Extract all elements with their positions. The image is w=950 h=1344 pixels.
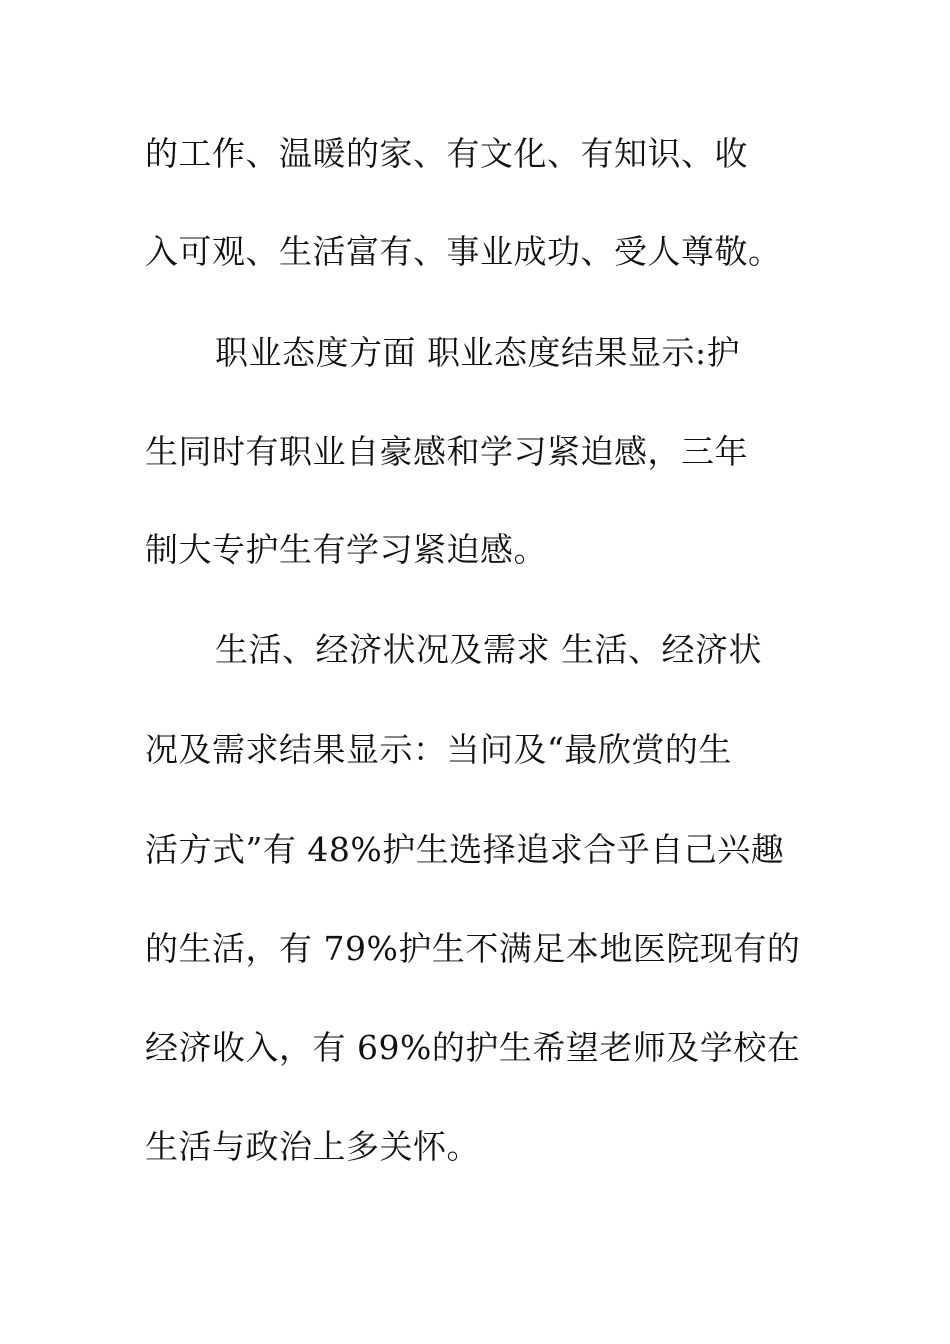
paragraph-start-line: 职业态度方面 职业态度结果显示:护: [215, 333, 741, 372]
text-line: 制大专护生有学习紧迫感。: [145, 530, 547, 569]
text-line: 生活与政治上多关怀。: [145, 1127, 480, 1166]
text-line: 入可观、生活富有、事业成功、受人尊敬。: [145, 232, 782, 271]
text-line: 的工作、温暖的家、有文化、有知识、收: [145, 134, 748, 173]
text-line: 的生活，有 79%护生不满足本地医院现有的: [145, 929, 801, 968]
text-line: 活方式”有 48%护生选择追求合乎自己兴趣: [145, 830, 785, 869]
paragraph-start-line: 生活、经济状况及需求 生活、经济状: [215, 630, 762, 669]
text-line: 经济收入，有 69%的护生希望老师及学校在: [145, 1028, 801, 1067]
text-line: 况及需求结果显示：当问及“最欣赏的生: [145, 730, 732, 769]
text-line: 生同时有职业自豪感和学习紧迫感，三年: [145, 432, 748, 471]
